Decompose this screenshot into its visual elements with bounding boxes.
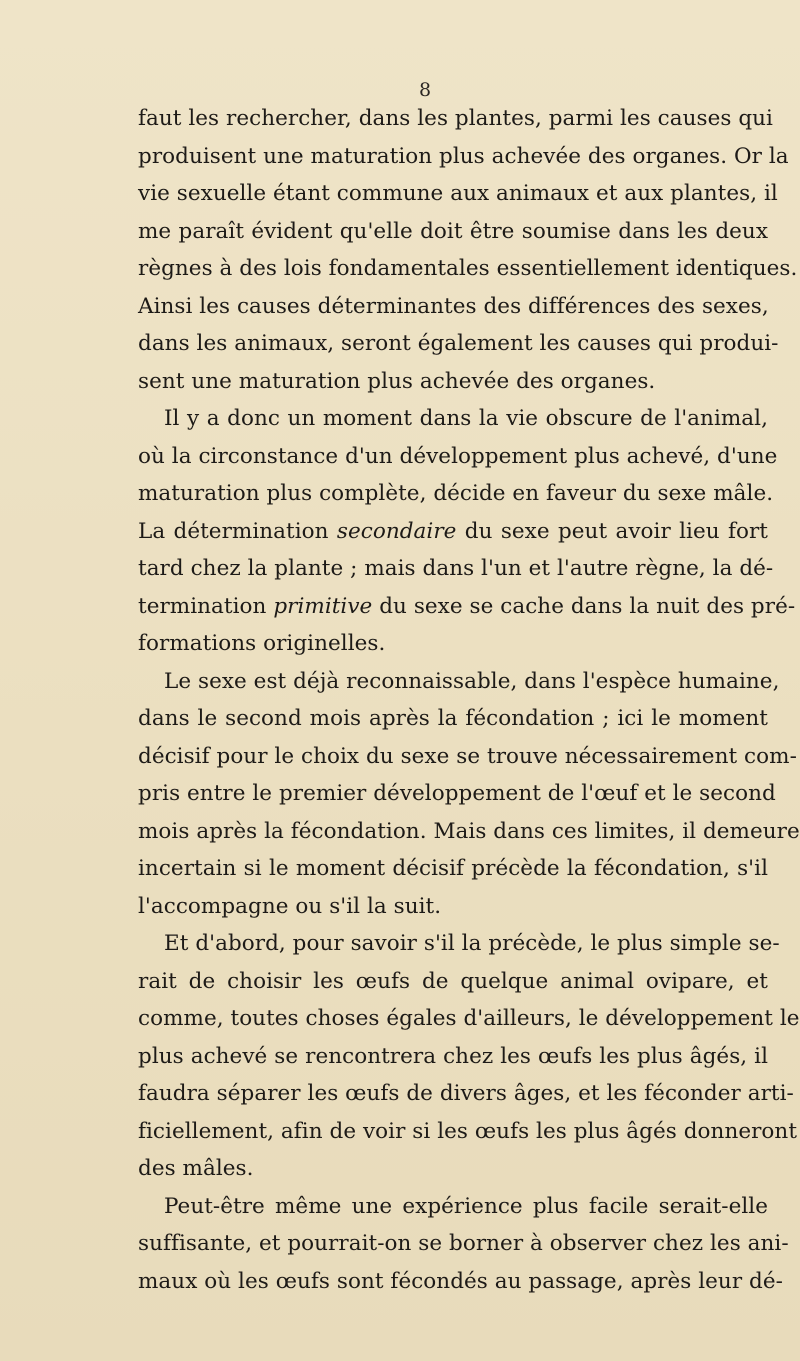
text-line: ficiellement, afin de voir si les œufs les plus âgés donneront (138, 1118, 798, 1144)
text-line-with-italic (138, 588, 796, 626)
italic-term-secondaire: secondaire (336, 518, 457, 544)
text-line: comme, toutes choses égales d'ailleurs, le développement le (138, 1006, 800, 1031)
text-line: dans les animaux, seront également les causes qui produi- (138, 331, 779, 356)
text-line: pris entre le premier développement de l'œuf et le second (138, 781, 776, 806)
text-line: mois après la fécondation. Mais dans ces limites, il demeure (138, 818, 800, 844)
body-text (138, 100, 800, 1300)
text-line: décisif pour le choix du sexe se trouve nécessairement com- (138, 743, 797, 769)
text-line: me paraît évident qu'elle doit être soumise dans les deux (138, 218, 768, 244)
text-line: Et d'abord, pour savoir s'il la précède, le plus simple se- (164, 931, 780, 956)
text-segment: termination (138, 593, 274, 619)
text-line: sent une maturation plus achevée des organes. (138, 368, 656, 394)
text-line-with-italic (138, 513, 768, 551)
text-line: dans le second mois après la fécondation ; ici le moment (138, 706, 768, 731)
text-line: Le sexe est déjà reconnaissable, dans l'espèce humaine, (164, 668, 780, 694)
text-line: faut les rechercher, dans les plantes, parmi les causes qui (138, 106, 773, 131)
text-line: où la circonstance d'un développement plus achevé, d'une (138, 443, 778, 469)
text-segment: La détermination (138, 518, 337, 544)
text-line: produisent une maturation plus achevée des organes. Or la (138, 143, 789, 169)
text-line: Peut-être même une expérience plus facile serait-elle (164, 1193, 768, 1219)
text-line: vie sexuelle étant commune aux animaux et aux plantes, il (138, 181, 778, 206)
text-line: incertain si le moment décisif précède la fécondation, s'il (138, 856, 768, 881)
text-line: rait de choisir les œufs de quelque animal ovipare, et (138, 968, 768, 994)
text-line: Ainsi les causes déterminantes des différences des sexes, (138, 293, 769, 319)
italic-term-primitive: primitive (273, 593, 373, 619)
text-line: tard chez la plante ; mais dans l'un et l'autre règne, la dé- (138, 556, 774, 581)
text-line: règnes à des lois fondamentales essentiellement identiques. (138, 256, 798, 281)
text-line: suffisante, et pourrait-on se borner à observer chez les ani- (138, 1231, 789, 1256)
text-line: maux où les œufs sont fécondés au passage, après leur dé- (138, 1268, 783, 1294)
text-line: Il y a donc un moment dans la vie obscure de l'animal, (164, 406, 768, 431)
text-line: faudra séparer les œufs de divers âges, et les féconder arti- (138, 1081, 794, 1106)
text-line: des mâles. (138, 1156, 254, 1181)
text-line: maturation plus complète, décide en faveur du sexe mâle. (138, 481, 774, 506)
text-segment: du sexe peut avoir lieu fort (456, 518, 768, 544)
text-line: plus achevé se rencontrera chez les œufs les plus âgés, il (138, 1043, 768, 1069)
text-segment: du sexe se cache dans la nuit des pré- (372, 593, 796, 619)
page-number: 8 (419, 79, 432, 101)
text-line: formations originelles. (138, 631, 386, 656)
text-line: l'accompagne ou s'il la suit. (138, 893, 442, 919)
